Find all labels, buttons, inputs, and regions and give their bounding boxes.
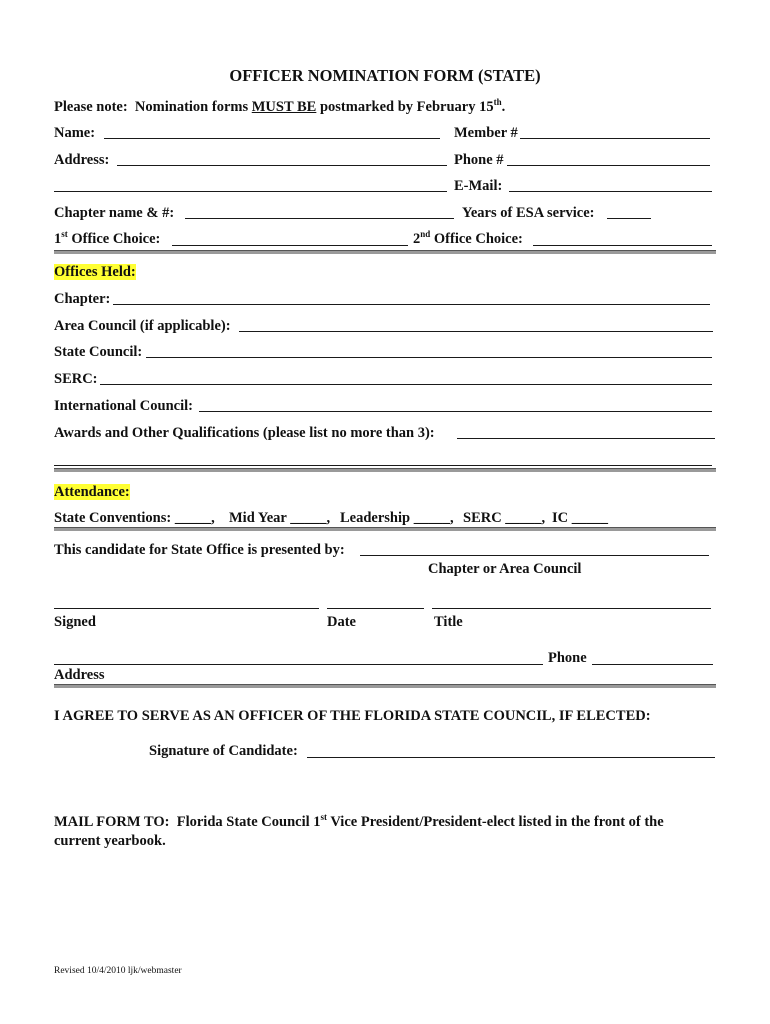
member-field[interactable] [520, 138, 710, 139]
phone-field[interactable] [507, 165, 710, 166]
address-field[interactable] [117, 165, 447, 166]
date-field[interactable] [327, 608, 424, 609]
area-council-field[interactable] [239, 331, 713, 332]
awards-field[interactable] [457, 438, 715, 439]
attendance-heading: Attendance: [54, 484, 130, 500]
serc-attendance-field[interactable]: SERC _____, [463, 510, 546, 526]
section-divider [54, 527, 716, 531]
serc-field[interactable] [100, 384, 712, 385]
offices-held-heading: Offices Held: [54, 264, 136, 280]
mail-instructions-line-2: current yearbook. [54, 833, 166, 849]
agreement-statement: I AGREE TO SERVE AS AN OFFICER OF THE FLORIDA STATE COUNCIL, IF ELECTED: [54, 708, 651, 724]
ic-attendance-field[interactable]: IC _____ [552, 510, 608, 526]
address-label: Address: [54, 152, 110, 168]
revision-footer: Revised 10/4/2010 ljk/webmaster [54, 966, 182, 976]
section-divider [54, 250, 716, 254]
second-office-choice-label: 2nd Office Choice: [413, 229, 523, 247]
area-council-label: Area Council (if applicable): [54, 318, 231, 334]
presented-by-field[interactable] [360, 555, 709, 556]
name-field[interactable] [104, 138, 440, 139]
presenter-phone-label: Phone [548, 650, 587, 666]
presenter-address-caption: Address [54, 667, 105, 683]
email-field[interactable] [509, 191, 712, 192]
address-line-2-field[interactable] [54, 191, 447, 192]
form-title: OFFICER NOMINATION FORM (STATE) [229, 66, 541, 85]
candidate-signature-label: Signature of Candidate: [149, 743, 298, 759]
years-esa-field[interactable] [607, 218, 651, 219]
chapter-name-label: Chapter name & #: [54, 205, 175, 221]
date-caption: Date [327, 614, 356, 630]
candidate-signature-field[interactable] [307, 757, 715, 758]
first-office-choice-label: 1st Office Choice: [54, 229, 161, 247]
email-label: E-Mail: [454, 178, 503, 194]
mid-year-field[interactable]: Mid Year _____, [229, 510, 331, 526]
name-label: Name: [54, 125, 96, 141]
state-conventions-field[interactable]: State Conventions: _____, [54, 510, 215, 526]
state-council-field[interactable] [146, 357, 712, 358]
section-divider [54, 468, 716, 472]
first-office-choice-field[interactable] [172, 245, 408, 246]
member-label: Member # [454, 125, 518, 141]
years-esa-label: Years of ESA service: [462, 205, 595, 221]
offices-chapter-field[interactable] [113, 304, 710, 305]
phone-label: Phone # [454, 152, 504, 168]
awards-label: Awards and Other Qualifications (please list no more than 3): [54, 425, 435, 441]
presenter-phone-field[interactable] [592, 664, 713, 665]
international-council-field[interactable] [199, 411, 712, 412]
international-council-label: International Council: [54, 398, 193, 414]
chapter-or-area-caption: Chapter or Area Council [428, 561, 582, 577]
title-field[interactable] [432, 608, 711, 609]
signed-caption: Signed [54, 614, 96, 630]
second-office-choice-field[interactable] [533, 245, 712, 246]
serc-label: SERC: [54, 371, 98, 387]
title-caption: Title [434, 614, 463, 630]
leadership-field[interactable]: Leadership _____, [340, 510, 454, 526]
postmark-note: Please note: Nomination forms MUST BE postmarked by February 15th. [54, 97, 506, 115]
section-divider [54, 684, 716, 688]
signed-field[interactable] [54, 608, 319, 609]
chapter-name-field[interactable] [185, 218, 454, 219]
awards-field-line-2[interactable] [54, 465, 712, 466]
presenter-address-field[interactable] [54, 664, 543, 665]
offices-chapter-label: Chapter: [54, 291, 111, 307]
presented-by-label: This candidate for State Office is presented by: [54, 542, 345, 558]
state-council-label: State Council: [54, 344, 143, 360]
mail-instructions: MAIL FORM TO: Florida State Council 1st Vice President/President-elect listed in the front of the [54, 812, 664, 830]
